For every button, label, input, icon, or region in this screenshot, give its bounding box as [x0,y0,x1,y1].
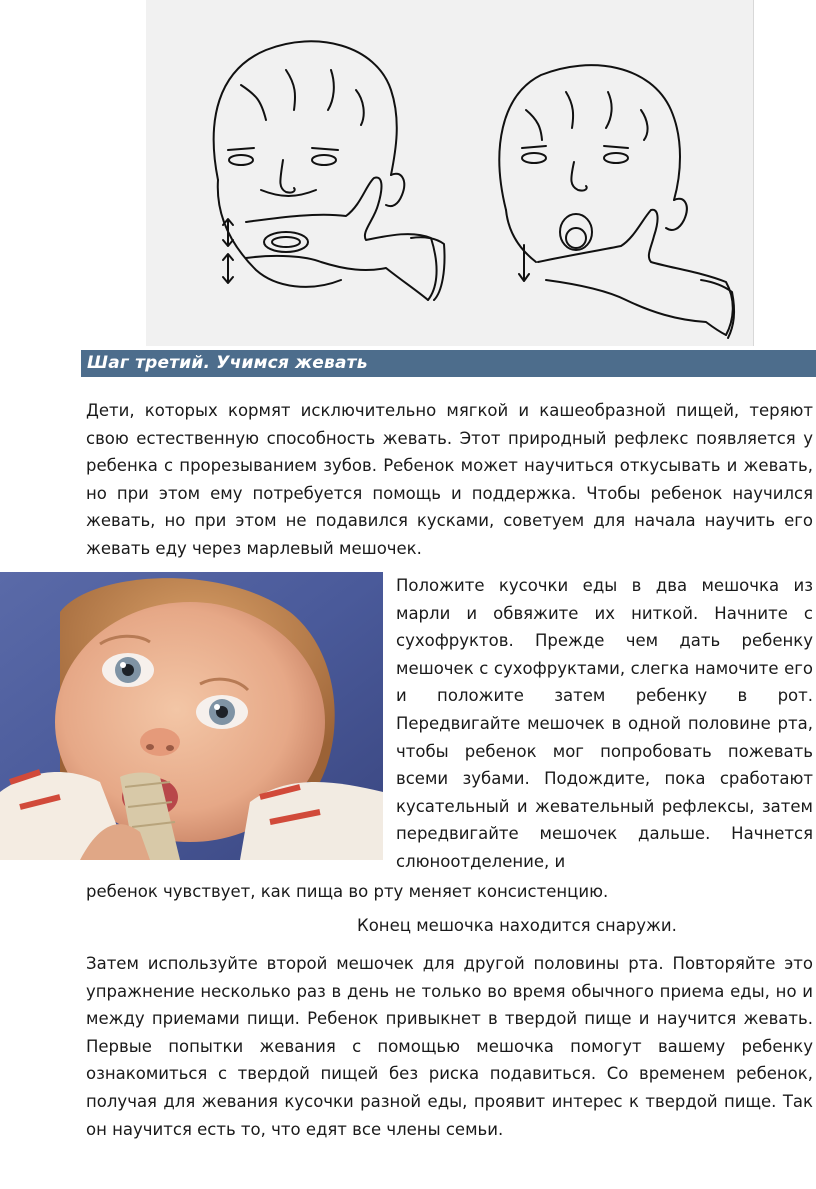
steps-paragraph-tail: ребенок чувствует, как пища во рту меняет консистенцию. [86,882,609,901]
section-heading-bar [81,350,816,377]
closing-paragraph: Затем используйте второй мешочек для другой половины рта. Повторяйте это упражнение несколько раз в день не только во время обычного приема еды, но и между приемами пищи. Ребенок привыкнет в твердой пище и научится жевать. Первые попытки жевания с помощью мешочка помогут вашему ребенку ознакомиться с твердой пищей без риска подавиться. Со временем ребенок, получая для жевания кусочки разной еды, проявит интерес к твердой пище. Так он научится есть то, что едят все члены семьи. [86,954,813,1139]
left-face-drawing [214,41,445,300]
chewing-illustration [146,0,754,346]
baby-photo [0,572,383,860]
intro-paragraph: Дети, которых кормят исключительно мягкой и кашеобразной пищей, теряют свою естественную способность жевать. Этот природный рефлекс появляется у ребенка с прорезыванием зубов. Ребенок может научиться откусывать и жевать, но при этом ему потребуется помощь и поддержка. Чтобы ребенок научился жевать, но при этом не подавился кусками, советуем для начала научить его жевать еду через марлевый мешочек. [86,401,813,558]
section-heading: Шаг третий. Учимся жевать [87,353,368,373]
right-face-drawing [499,65,734,338]
photo-caption: Конец мешочка находится снаружи. [357,916,677,935]
steps-paragraph: Положите кусочки еды в два мешочка из марли и обвяжите их ниткой. Начните с сухофруктов. Прежде чем дать ребенку мешочек с сухофруктами, слегка намочите его и положите затем ребенку в рот. Передвигайте мешочек в одной половине рта, чтобы ребенок мог попробовать пожевать всеми зубами. Подождите, пока сработают кусательный и жевательный рефлексы, затем передвигайте мешочек дальше. Начнется слюноотделение, и [396,576,813,871]
